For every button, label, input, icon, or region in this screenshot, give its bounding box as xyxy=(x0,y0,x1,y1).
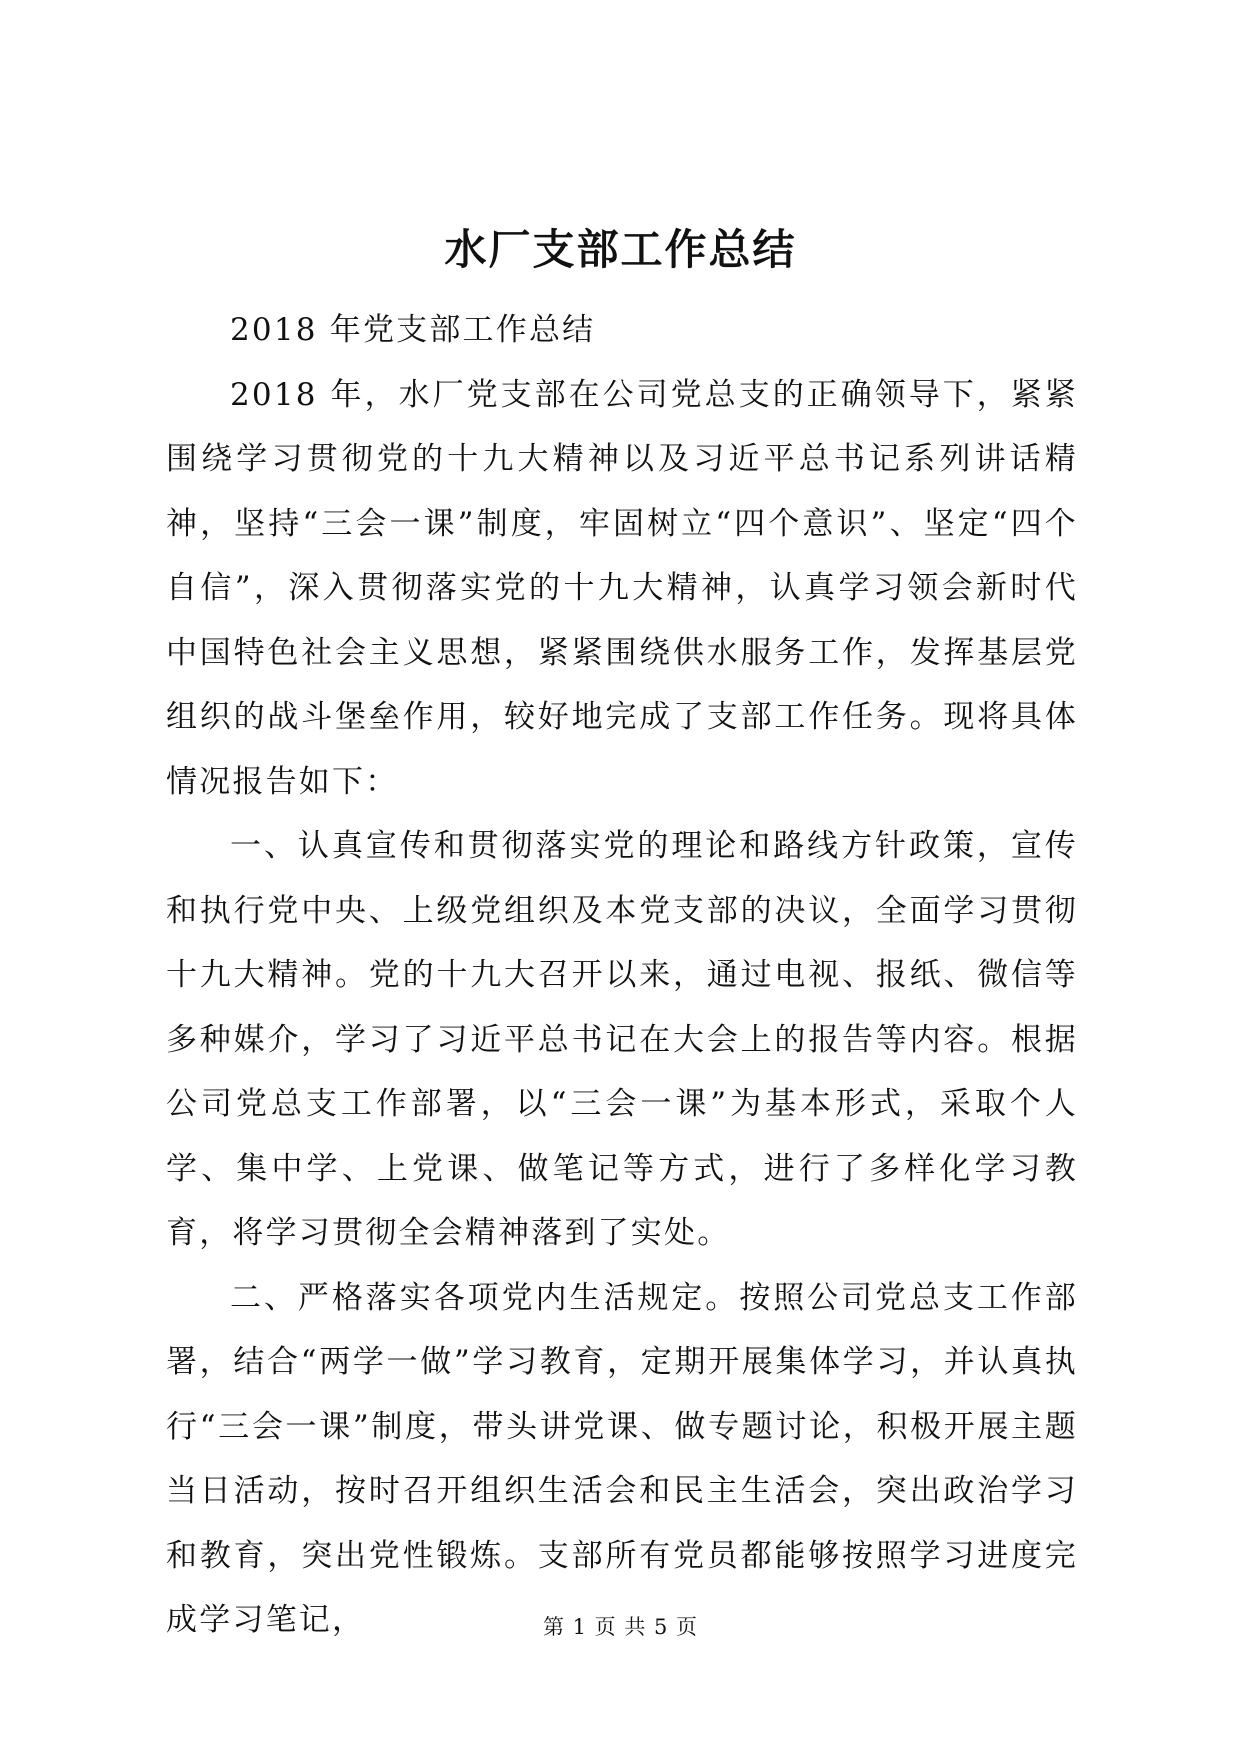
subtitle-paragraph: 2018 年党支部工作总结 xyxy=(230,312,596,348)
section-one-paragraph: 一、认真宣传和贯彻落实党的理论和路线方针政策，宣传和执行党中央、上级党组织及本党支部的决议，全面学习贯彻十九大精神。党的十九大召开以来，通过电视、报纸、微信等多种媒介，学习了习近平总书记在大会上的报告等内容。根据公司党总支工作部署，以“三会一课”为基本形式，采取个人学、集中学、上党课、做笔记等方式，进行了多样化学习教育，将学习贯彻全会精神落到了实处。 xyxy=(166,828,1078,1251)
document-body xyxy=(166,298,1078,1653)
intro-paragraph: 2018 年，水厂党支部在公司党总支的正确领导下，紧紧围绕学习贯彻党的十九大精神以及习近平总书记系列讲话精神，坚持“三会一课”制度，牢固树立“四个意识”、坚定“四个自信”，深入贯彻落实党的十九大精神，认真学习领会新时代中国特色社会主义思想，紧紧围绕供水服务工作，发挥基层党组织的战斗堡垒作用，较好地完成了支部工作任务。现将具体情况报告如下： xyxy=(166,376,1078,800)
page-number-footer: 第 1 页 共 5 页 xyxy=(542,1615,699,1639)
section-two-paragraph: 二、严格落实各项党内生活规定。按照公司党总支工作部署，结合“两学一做”学习教育，定期开展集体学习，并认真执行“三会一课”制度，带头讲党课、做专题讨论，积极开展主题当日活动，按时召开组织生活会和民主生活会，突出政治学习和教育，突出党性锻炼。支部所有党员都能够按照学习进度完成学习笔记， xyxy=(166,1279,1078,1638)
document-title: 水厂支部工作总结 xyxy=(444,225,797,274)
